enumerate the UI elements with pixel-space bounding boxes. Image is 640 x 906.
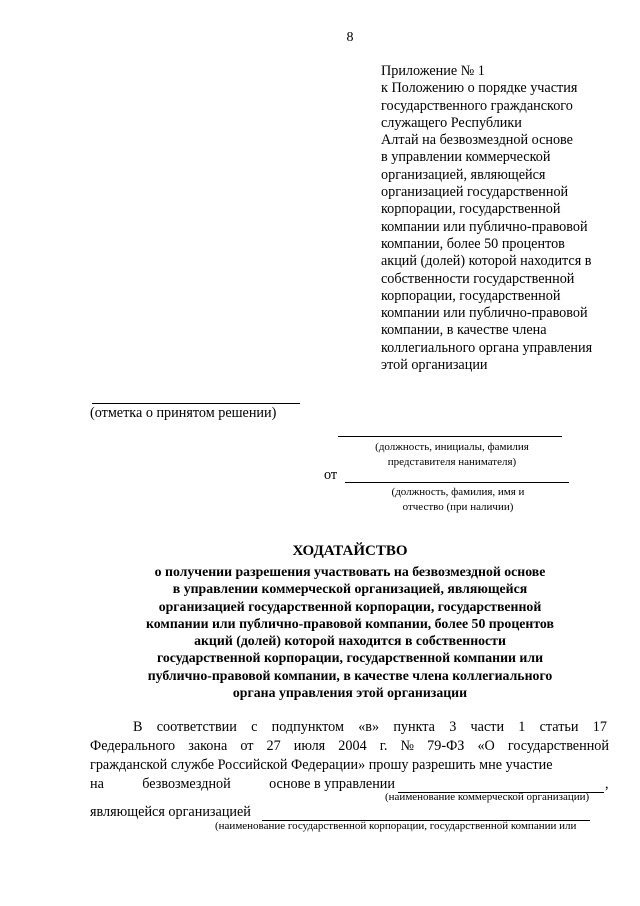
petition-subtitle-line: компании или публично-правовой компании, более 50 процентов <box>146 615 554 631</box>
body-word: 79-ФЗ <box>427 738 465 754</box>
body-word: июля <box>293 738 326 754</box>
petition-title: ХОДАТАЙСТВО <box>292 543 408 559</box>
body-word: г. <box>379 738 388 754</box>
body-word: закона <box>188 738 228 754</box>
appendix-line: организацией государственной <box>381 184 569 201</box>
body-word: 1 <box>518 719 526 735</box>
appendix-line: корпорации, государственной <box>381 201 561 218</box>
corporation-name-caption: (наименование государственной корпорации, государственной компании или <box>215 820 577 832</box>
appendix-line: коллегиального органа управления <box>381 339 593 356</box>
body-word: 2004 <box>338 738 367 754</box>
appendix-line: служащего Республики <box>381 114 522 131</box>
applicant-caption-line: (должность, фамилия, имя и <box>391 486 525 498</box>
body-word: «в» <box>358 719 380 735</box>
appendix-line: Алтай на безвозмездной основе <box>381 132 573 149</box>
appendix-line: Приложение № 1 <box>381 63 485 79</box>
appendix-heading <box>381 63 631 374</box>
body-line-5: являющейся организацией <box>90 804 251 820</box>
petition-subtitle-line: акций (долей) которой находится в собственности <box>194 633 506 649</box>
representative-signature-line[interactable] <box>338 436 562 437</box>
body-word: основе в управлении <box>269 776 395 792</box>
body-word: на <box>90 776 104 792</box>
applicant-signature-line[interactable] <box>345 482 569 483</box>
appendix-line: государственного гражданского <box>381 97 573 114</box>
body-word: пункта <box>393 719 435 735</box>
representative-caption-line: (должность, инициалы, фамилия <box>375 441 529 453</box>
appendix-line: организацией, являющейся <box>381 166 546 183</box>
body-word: В <box>133 719 143 735</box>
representative-caption <box>336 440 568 469</box>
body-word: 3 <box>449 719 457 735</box>
organization-name-caption: (наименование коммерческой организации) <box>385 791 590 803</box>
appendix-line: в управлении коммерческой <box>381 149 551 166</box>
body-word: Федерального <box>90 738 176 754</box>
from-label: от <box>324 467 338 483</box>
body-word: подпунктом <box>271 719 344 735</box>
appendix-line: этой организации <box>381 357 488 374</box>
body-word: 27 <box>266 738 281 754</box>
line4-comma: , <box>605 776 609 792</box>
appendix-line: акций (долей) которой находится в <box>381 253 592 270</box>
petition-subtitle-line: в управлении коммерческой организацией, являющейся <box>172 581 528 597</box>
petition-subtitle-line: публично-правовой компании, в качестве члена коллегиального <box>147 667 553 683</box>
appendix-line: компании или публично-правовой <box>381 218 588 235</box>
petition-subtitle-line: органа управления этой организации <box>232 685 468 701</box>
decision-signature-line[interactable] <box>92 403 300 404</box>
appendix-line: корпорации, государственной <box>381 287 561 304</box>
body-word: № <box>400 738 415 754</box>
petition-subtitle-line: организацией государственной корпорации, государственной <box>158 598 542 614</box>
body-line-1 <box>133 719 607 736</box>
appendix-line: к Положению о порядке участия <box>381 80 578 97</box>
body-word: части <box>470 719 505 735</box>
decision-label: (отметка о принятом решении) <box>90 405 277 421</box>
appendix-line: компании или публично-правовой <box>381 305 588 322</box>
body-word: статьи <box>539 719 579 735</box>
appendix-line: компании, более 50 процентов <box>381 235 565 252</box>
body-word: государственной <box>507 738 609 754</box>
body-word: соответствии <box>156 719 237 735</box>
body-line-4 <box>90 776 395 793</box>
petition-subtitle <box>0 563 640 701</box>
body-word: «О <box>477 738 495 754</box>
body-word: 17 <box>592 719 607 735</box>
petition-subtitle-line: государственной корпорации, государственной компании или <box>156 650 544 666</box>
applicant-caption-line: отчество (при наличии) <box>402 500 514 513</box>
representative-caption-line: представителя нанимателя) <box>387 455 517 468</box>
body-line-3: гражданской службе Российской Федерации» прошу разрешить мне участие <box>90 757 553 773</box>
body-word: от <box>240 738 254 754</box>
body-word: с <box>251 719 258 735</box>
petition-subtitle-line: о получении разрешения участвовать на безвозмездной основе <box>154 564 546 579</box>
appendix-line: собственности государственной <box>381 270 575 287</box>
appendix-line: компании, в качестве члена <box>381 322 547 339</box>
body-word: безвозмездной <box>142 776 231 792</box>
page-number: 8 <box>346 30 354 45</box>
body-line-2 <box>90 738 609 755</box>
applicant-caption <box>345 485 571 514</box>
